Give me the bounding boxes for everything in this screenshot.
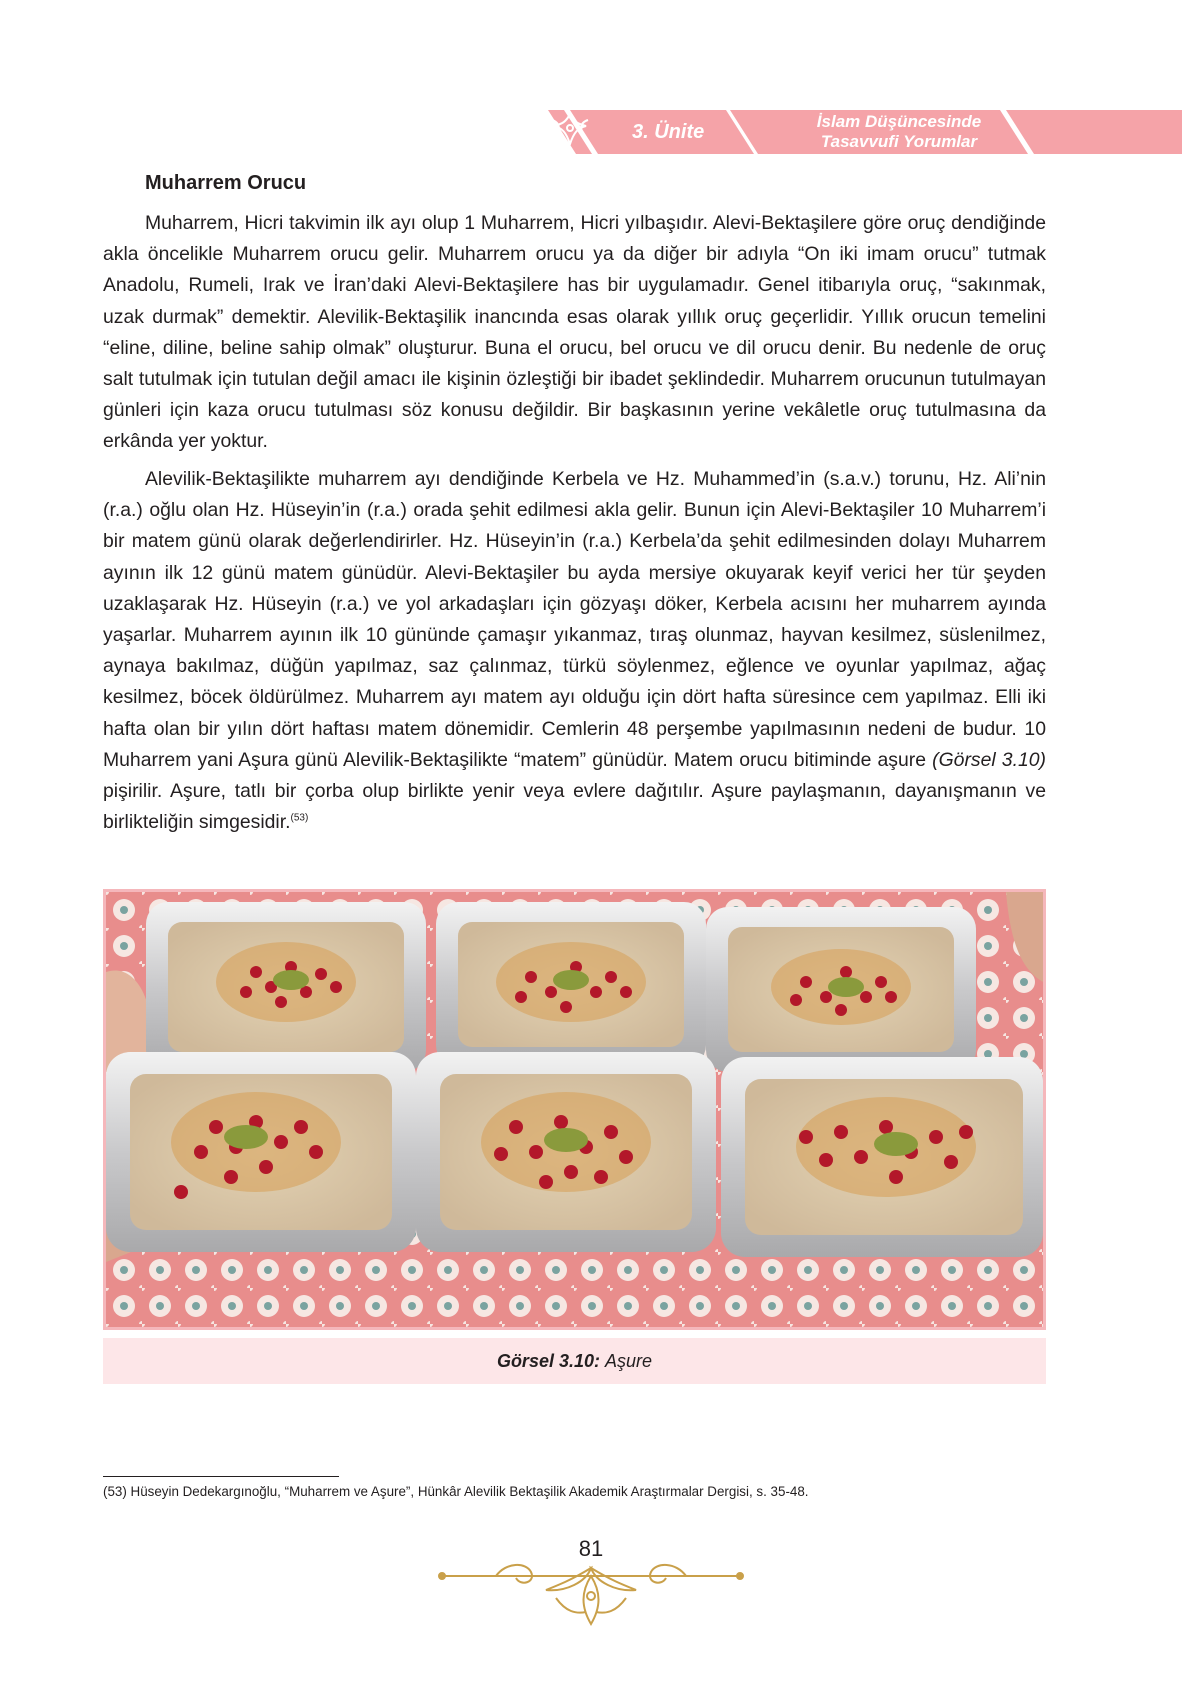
- caption-label: Görsel 3.10:: [496, 1351, 600, 1371]
- footer-ornament-icon: [436, 1562, 746, 1632]
- footnote: (53) Hüseyin Dedekargınoğlu, “Muharrem ve Aşure”, Hünkâr Alevilik Bektaşilik Akademik Araştırmalar Dergisi, s. 35-48.: [103, 1484, 809, 1499]
- flower-ornament-icon: [548, 110, 592, 150]
- asure-trays-illustration: [106, 892, 1043, 1327]
- header-banner: [548, 110, 1182, 154]
- section-title: Muharrem Orucu: [145, 172, 307, 194]
- topic-label: [784, 112, 1014, 152]
- page-number: 81: [578, 1536, 604, 1561]
- paragraph-2: [103, 464, 1046, 838]
- caption-text: Aşure: [605, 1351, 653, 1371]
- paragraph-2-part-b: pişirilir. Aşure, tatlı bir çorba olup birlikte yenir veya evlere dağıtılır. Aşure paylaşmanın, dayanışmanın ve birlikteliğin simgesidir.: [103, 780, 1046, 834]
- paragraph-1: Muharrem, Hicri takvimin ilk ayı olup 1 Muharrem, Hicri yılbaşıdır. Alevi-Bektaşilere göre oruç dendiğinde akla öncelikle Muharrem orucu gelir. Muharrem orucu ya da diğer bir adıyla “On iki imam orucu” tutmak Anadolu, Rumeli, Irak ve İran’daki Alevi-Bektaşilere has bir uygulamadır. Genel itibarıyla oruç, “sakınmak, uzak durmak” demektir. Alevilik-Bektaşilik inancında esas olarak yıllık oruç geçerlidir. Yıllık orucun temelini “eline, diline, beline sahip olmak” oluşturur. Buna el orucu, bel orucu ve dil orucu denir. Bu nedenle de oruç salt tutulmak için tutulan değil amacı ile kişinin özleştiği bir ibadet şeklindedir. Muharrem orucunun tutulmayan günleri için kaza orucu tutulması söz konusu değildir. Bir başkasının yerine vekâletle oruç tutulmasına da erkânda yer yoktur.: [103, 212, 1046, 453]
- topic-line-2: Tasavvufi Yorumlar: [820, 132, 978, 151]
- footnote-marker: (53): [290, 812, 309, 824]
- paragraph-2-part-a: Alevilik-Bektaşilikte muharrem ayı dendiğinde Kerbela ve Hz. Muhammed’in (s.a.v.) torunu, Hz. Ali’nin (r.a.) oğlu olan Hz. Hüseyin’in (r.a.) orada şehit edilmesi akla gelir. Bunun için Alevi-Bektaşiler 10 Muharrem’i bir matem günü olarak değerlendirirler. Hz. Hüseyin’in (r.a.) Kerbela’da şehit edilmesinden dolayı Muharrem ayının ilk 12 günü matem günüdür. Alevi-Bektaşiler bu ayda mersiye okuyarak keyif verici her tür şeyden uzaklaşarak Hz. Hüseyin (r.a.) ve yol arkadaşları için gözyaşı döker, Kerbela acısını her muharrem ayında yaşarlar. Muharrem ayının ilk 10 gününde çamaşır yıkanmaz, tıraş olunmaz, hayvan kesilmez, süslenilmez, aynaya bakılmaz, düğün yapılmaz, saz çalınmaz, türkü söylenmez, eğlence ve oyunlar yapılmaz, ağaç kesilmez, böcek öldürülmez. Muharrem ayı matem ayı olduğu için dört hafta süresince cem yapılmaz. Elli iki hafta olan bir yılın dört haftası matem dönemidir. Cemlerin 48 perşembe yapılmasının nedeni de budur. 10 Muharrem yani Aşura günü Alevilik-Bektaşilikte “matem” günüdür. Matem orucu bitiminde aşure: [103, 468, 1046, 771]
- asure-photo: [103, 889, 1046, 1330]
- figure-reference: (Görsel 3.10): [932, 748, 1046, 771]
- unit-label: 3. Ünite: [632, 121, 705, 143]
- topic-line-1: İslam Düşüncesinde: [816, 112, 982, 131]
- figure-caption: [103, 1338, 1046, 1384]
- footnote-rule: [103, 1476, 339, 1477]
